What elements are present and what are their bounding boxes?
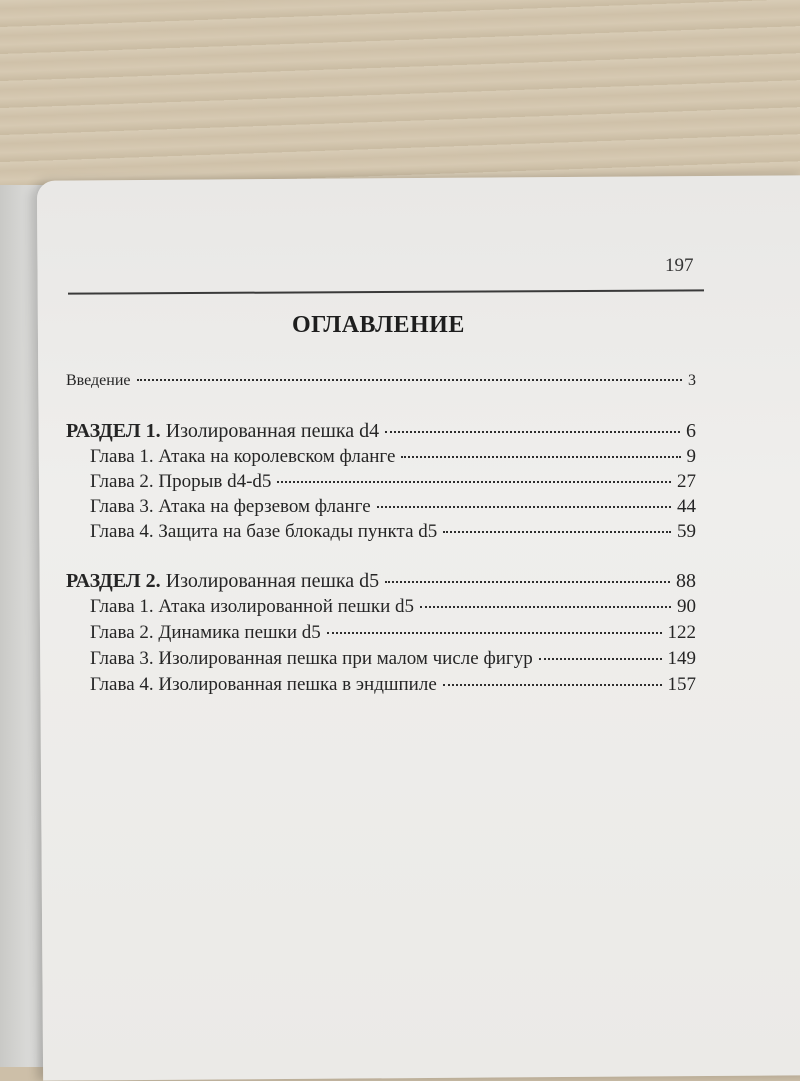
section-prefix: РАЗДЕЛ 2.: [66, 570, 161, 592]
toc-chapter: [90, 648, 696, 670]
dot-leader: [401, 456, 680, 458]
section-prefix: РАЗДЕЛ 1.: [66, 420, 161, 442]
toc-entry-label: Глава 4. Изолированная пешка в эндшпиле: [90, 674, 437, 695]
section-title: Изолированная пешка d4: [160, 420, 380, 442]
toc-entry-label: Глава 3. Изолированная пешка при малом числе фигур: [90, 648, 533, 669]
toc-entry-page: 27: [677, 471, 696, 492]
dot-leader: [327, 632, 662, 634]
toc-entry-label: Введение: [66, 372, 131, 389]
toc-entry-intro: [66, 372, 696, 390]
toc-entry-page: 149: [667, 648, 696, 669]
toc-chapter: [90, 521, 696, 543]
dot-leader: [385, 581, 670, 583]
dot-leader: [377, 506, 671, 508]
toc-chapter: [90, 596, 696, 618]
toc-section-2: [66, 570, 696, 593]
toc-title: ОГЛАВЛЕНИЕ: [292, 312, 465, 338]
toc-chapter: [90, 496, 696, 518]
toc-section-1: [66, 420, 696, 443]
toc-entry-page: 59: [677, 521, 696, 542]
toc-entry-page: 122: [667, 622, 696, 643]
dot-leader: [443, 684, 662, 686]
toc-entry-page: 9: [686, 446, 696, 467]
toc-chapter: [90, 622, 696, 644]
toc-entry-label: Глава 2. Динамика пешки d5: [90, 622, 321, 643]
toc-entry-label: Глава 3. Атака на ферзевом фланге: [90, 496, 371, 517]
toc-entry-page: 3: [688, 372, 696, 389]
dot-leader: [385, 431, 680, 433]
page-number: 197: [665, 255, 694, 276]
dot-leader: [539, 658, 662, 660]
toc-entry-page: 90: [677, 596, 696, 617]
toc-entry-page: 44: [677, 496, 696, 517]
toc-entry-label: Глава 1. Атака на королевском фланге: [90, 446, 396, 467]
toc-chapter: [90, 446, 696, 468]
toc-entry-page: 157: [667, 674, 696, 695]
toc-entry-label: Глава 1. Атака изолированной пешки d5: [90, 596, 414, 617]
toc-chapter: [90, 471, 696, 493]
dot-leader: [277, 481, 671, 483]
toc-entry-label: Глава 4. Защита на базе блокады пункта d5: [90, 521, 438, 542]
toc-entry-page: 88: [676, 570, 696, 592]
dot-leader: [137, 379, 683, 381]
dot-leader: [443, 531, 671, 533]
toc-entry-page: 6: [686, 420, 696, 442]
toc-entry-label: Глава 2. Прорыв d4-d5: [90, 471, 272, 492]
dot-leader: [420, 606, 671, 608]
section-title: Изолированная пешка d5: [160, 570, 380, 592]
toc-chapter: [90, 674, 696, 696]
